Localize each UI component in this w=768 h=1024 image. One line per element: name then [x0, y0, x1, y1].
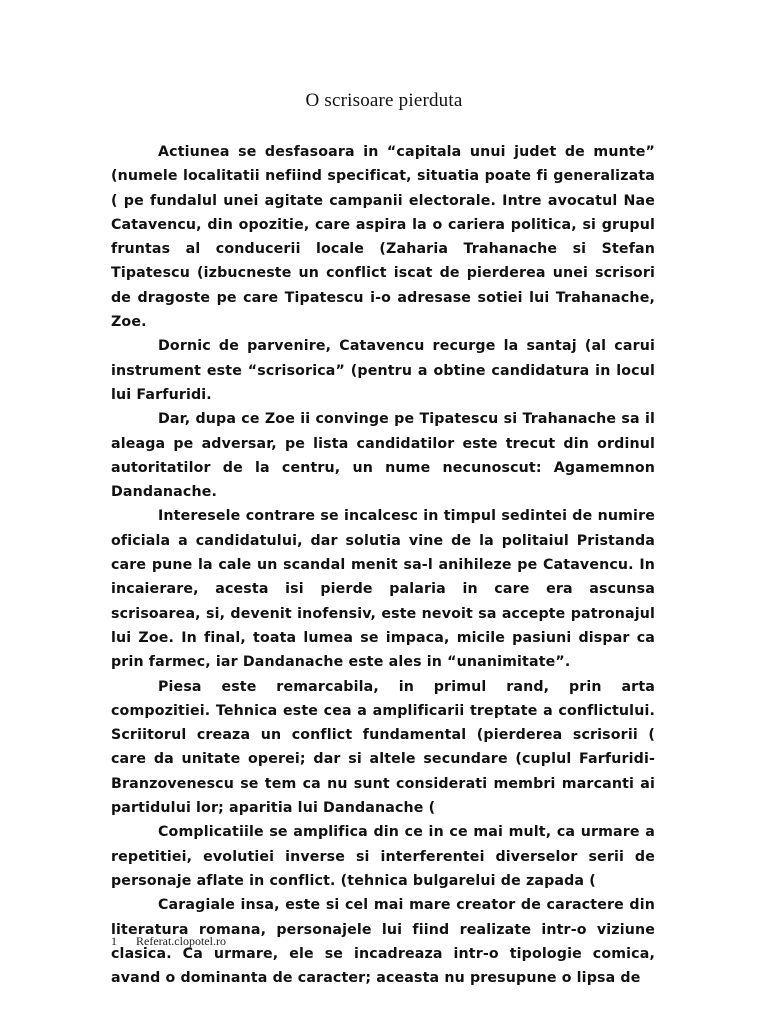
paragraph: Actiunea se desfasoara in “capitala unui judet de munte” (numele localitatii nefiind specificat, situatia poate fi generalizata ( pe fundalul unei agitate campanii electorale. Intre avocatul Nae Catavencu, din opozitie, care aspira la o cariera politica, si grupul fruntas al conducerii locale (Zaharia Trahanache si Stefan Tipatescu (izbucneste un conflict iscat de pierderea unei scrisori de dragoste pe care Tipatescu i-o adresase sotiei lui Trahanache, Zoe. [111, 144, 655, 331]
document-title: O scrisoare pierduta [305, 90, 463, 111]
page-footer [111, 934, 226, 949]
paragraph: Dar, dupa ce Zoe ii convinge pe Tipatescu si Trahanache sa il aleaga pe adversar, pe lista candidatilor este trecut din ordinul autoritatilor de la centru, un nume necunoscut: Agamemnon Dandanache. [111, 411, 655, 501]
paragraph: Interesele contrare se incalcesc in timpul sedintei de numire oficiala a candidatului, dar solutia vine de la politaiul Pristanda care pune la cale un scandal menit sa-l anihileze pe Catavencu. In incaierare, acesta isi pierde palaria in care era ascunsa scrisoarea, si, devenit inofensiv, este nevoit sa accepte patronajul lui Zoe. In final, toata lumea se impaca, micile pasiuni dispar ca prin farmec, iar Dandanache este ales in “unanimitate”. [111, 508, 655, 671]
paragraph: Complicatiile se amplifica din ce in ce mai mult, ca urmare a repetitiei, evolutiei inverse si interferentei diverselor serii de personaje aflate in conflict. (tehnica bulgarelui de zapada ( [111, 824, 655, 889]
footer-source: Referat.clopotel.ro [136, 934, 226, 948]
document-body [111, 140, 655, 990]
paragraph: Dornic de parvenire, Catavencu recurge la santaj (al carui instrument este “scrisorica” (pentru a obtine candidatura in locul lui Farfuridi. [111, 338, 655, 403]
footer-page-number: 1 [111, 934, 117, 948]
paragraph: Piesa este remarcabila, in primul rand, prin arta compozitiei. Tehnica este cea a amplificarii treptate a conflictului. Scriitorul creaza un conflict fundamental (pierderea scrisorii ( care da unitate operei; dar si altele secundare (cuplul Farfuridi-Branzovenescu se tem ca nu sunt considerati membri marcanti ai partidului lor; aparitia lui Dandanache ( [111, 678, 655, 817]
paragraph: Caragiale insa, este si cel mai mare creator de caractere din literatura romana, personajele lui fiind realizate intr-o viziune clasica. Ca urmare, ele se incadreaza intr-o tipologie comica, avand o dominanta de caracter; aceasta nu presupune o lipsa de [111, 897, 655, 987]
